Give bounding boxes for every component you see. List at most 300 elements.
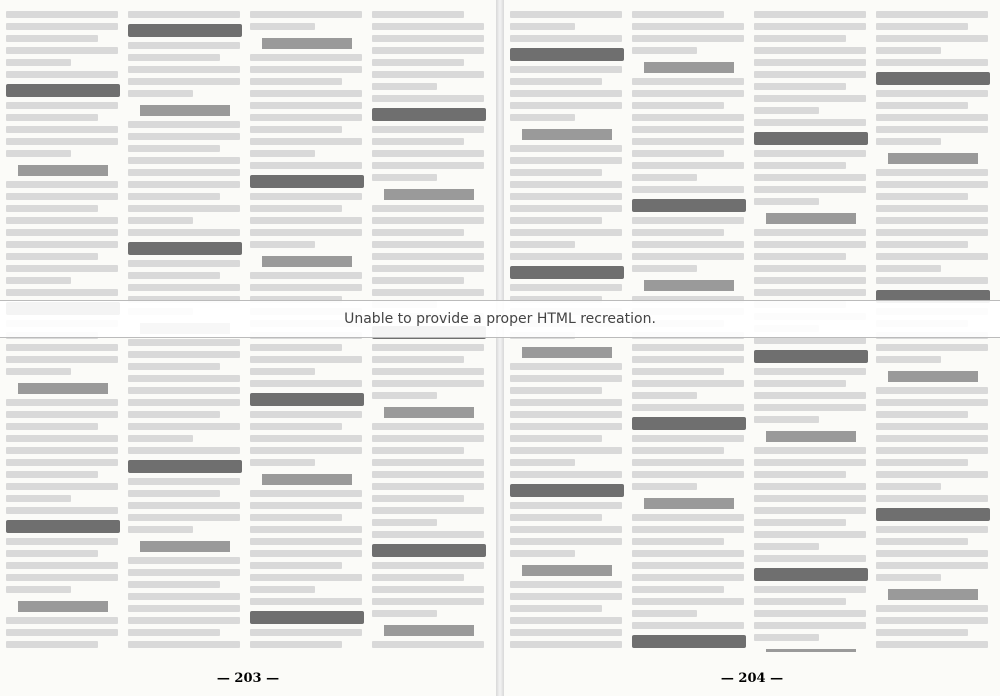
placeholder-line [876,508,990,521]
placeholder-line [128,490,220,497]
placeholder-line [510,11,622,18]
placeholder-line [6,483,118,490]
placeholder-line [372,126,484,133]
placeholder-line [876,356,941,363]
placeholder-line [754,483,866,490]
placeholder-line [632,447,724,454]
placeholder-line [6,277,71,284]
placeholder-line [250,66,362,73]
placeholder-line [128,581,220,588]
placeholder-line [372,35,484,42]
placeholder-line [876,59,988,66]
placeholder-line [128,411,220,418]
placeholder-line [510,181,622,188]
placeholder-line [372,435,484,442]
placeholder-line [6,423,98,430]
placeholder-line [372,108,486,121]
placeholder-line [632,138,744,145]
placeholder-line [754,47,866,54]
placeholder-line [876,253,988,260]
placeholder-line [510,502,622,509]
placeholder-line [128,447,240,454]
placeholder-line [128,284,240,291]
placeholder-line [632,150,724,157]
placeholder-line [250,102,362,109]
placeholder-line [510,538,622,545]
placeholder-line [632,404,744,411]
placeholder-line [632,265,697,272]
placeholder-line [754,568,868,581]
placeholder-line [128,387,240,394]
placeholder-line [632,417,746,430]
placeholder-line [372,574,464,581]
placeholder-line [128,363,220,370]
placeholder-line [128,272,220,279]
placeholder-line [632,538,724,545]
placeholder-line [6,435,118,442]
placeholder-line [372,356,464,363]
placeholder-line [888,153,978,164]
placeholder-line [250,538,362,545]
placeholder-line [128,217,193,224]
placeholder-line [372,544,486,557]
placeholder-line [128,478,240,485]
placeholder-line [384,407,474,418]
placeholder-line [250,284,362,291]
placeholder-line [754,447,866,454]
placeholder-line [250,356,362,363]
placeholder-line [754,198,819,205]
placeholder-line [632,550,744,557]
placeholder-line [6,562,118,569]
placeholder-line [510,411,622,418]
placeholder-line [250,502,362,509]
placeholder-line [372,459,484,466]
placeholder-line [372,471,484,478]
placeholder-line [510,471,622,478]
placeholder-line [632,526,744,533]
placeholder-line [754,289,866,296]
placeholder-line [632,174,697,181]
placeholder-line [754,622,866,629]
placeholder-line [754,368,866,375]
placeholder-line [754,404,866,411]
placeholder-line [510,617,622,624]
placeholder-line [6,356,118,363]
placeholder-line [250,272,362,279]
placeholder-line [128,11,240,18]
placeholder-line [372,277,464,284]
placeholder-line [632,253,744,260]
placeholder-line [510,641,622,648]
placeholder-line [372,95,484,102]
placeholder-line [754,507,866,514]
placeholder-line [6,47,118,54]
placeholder-line [876,193,968,200]
placeholder-line [6,459,118,466]
placeholder-line [6,205,98,212]
placeholder-line [876,435,988,442]
placeholder-line [510,217,602,224]
placeholder-line [6,520,120,533]
placeholder-line [128,514,240,521]
placeholder-line [250,562,342,569]
placeholder-line [510,526,622,533]
placeholder-line [644,280,734,291]
placeholder-line [250,54,362,61]
placeholder-line [644,62,734,73]
placeholder-line [6,114,98,121]
placeholder-line [876,495,988,502]
placeholder-line [250,380,362,387]
placeholder-line [128,435,193,442]
placeholder-line [632,126,744,133]
placeholder-line [6,411,118,418]
placeholder-line [632,471,744,478]
placeholder-line [6,447,118,454]
placeholder-line [250,150,315,157]
placeholder-line [6,471,98,478]
placeholder-line [876,47,941,54]
placeholder-line [250,344,342,351]
placeholder-line [250,138,362,145]
placeholder-line [6,617,118,624]
placeholder-line [510,241,575,248]
placeholder-line [6,399,118,406]
placeholder-line [510,593,622,600]
placeholder-line [766,213,856,224]
placeholder-line [250,241,315,248]
placeholder-line [522,565,612,576]
placeholder-line [6,265,118,272]
placeholder-line [632,102,724,109]
placeholder-line [754,610,866,617]
placeholder-line [510,514,602,521]
placeholder-line [876,11,988,18]
placeholder-line [372,562,484,569]
placeholder-line [510,484,624,497]
placeholder-line [510,23,575,30]
placeholder-line [876,169,988,176]
placeholder-line [250,368,315,375]
placeholder-line [876,399,988,406]
placeholder-line [250,550,362,557]
placeholder-line [632,380,744,387]
placeholder-line [754,83,846,90]
placeholder-line [632,217,744,224]
placeholder-line [372,138,464,145]
placeholder-line [128,460,242,473]
placeholder-line [876,265,941,272]
placeholder-line [510,581,622,588]
placeholder-line [6,586,71,593]
placeholder-line [6,507,118,514]
placeholder-line [754,555,866,562]
placeholder-line [632,635,746,648]
placeholder-line [510,629,622,636]
placeholder-line [888,371,978,382]
placeholder-line [6,23,118,30]
placeholder-line [6,102,118,109]
placeholder-line [632,610,697,617]
placeholder-line [128,193,220,200]
placeholder-line [510,399,622,406]
placeholder-line [754,59,866,66]
placeholder-line [510,145,622,152]
placeholder-line [754,598,846,605]
placeholder-line [250,23,315,30]
placeholder-line [18,165,108,176]
placeholder-line [876,229,988,236]
placeholder-line [510,157,622,164]
placeholder-line [876,126,988,133]
placeholder-line [632,47,697,54]
placeholder-line [6,495,71,502]
placeholder-line [766,431,856,442]
placeholder-line [250,393,364,406]
placeholder-line [510,78,602,85]
placeholder-line [754,265,866,272]
placeholder-line [128,641,240,648]
placeholder-line [372,531,484,538]
placeholder-line [876,574,941,581]
placeholder-line [632,368,724,375]
placeholder-line [250,114,362,121]
placeholder-line [632,162,744,169]
placeholder-line [632,483,697,490]
right-page [504,0,1000,696]
placeholder-line [876,447,988,454]
placeholder-line [876,114,988,121]
placeholder-line [876,35,988,42]
placeholder-line [754,416,819,423]
placeholder-line [372,47,484,54]
placeholder-line [128,24,242,37]
placeholder-line [876,411,968,418]
placeholder-line [372,598,484,605]
placeholder-line [18,383,108,394]
placeholder-line [510,266,624,279]
placeholder-line [250,175,364,188]
placeholder-line [128,90,193,97]
placeholder-line [632,514,744,521]
placeholder-line [250,526,362,533]
placeholder-line [754,495,866,502]
placeholder-line [128,502,240,509]
placeholder-line [632,199,746,212]
placeholder-line [754,229,866,236]
placeholder-line [632,90,744,97]
placeholder-line [876,471,988,478]
placeholder-line [766,649,856,652]
placeholder-line [128,157,240,164]
placeholder-line [250,459,315,466]
placeholder-line [250,490,362,497]
placeholder-line [632,11,724,18]
placeholder-line [754,150,866,157]
placeholder-line [510,193,622,200]
placeholder-line [262,256,352,267]
placeholder-line [754,186,866,193]
placeholder-line [754,277,866,284]
placeholder-line [6,550,98,557]
placeholder-line [250,411,362,418]
placeholder-line [250,229,362,236]
placeholder-line [372,483,484,490]
placeholder-line [6,138,118,145]
placeholder-line [510,169,602,176]
placeholder-line [18,601,108,612]
placeholder-line [128,54,220,61]
placeholder-line [128,169,240,176]
placeholder-line [128,399,240,406]
placeholder-line [510,205,622,212]
placeholder-line [510,459,575,466]
placeholder-line [128,605,240,612]
placeholder-line [250,611,364,624]
placeholder-line [754,132,868,145]
placeholder-line [754,241,866,248]
placeholder-line [754,23,866,30]
placeholder-line [372,217,484,224]
placeholder-line [372,641,484,648]
placeholder-line [632,562,744,569]
placeholder-line [128,145,220,152]
placeholder-line [372,586,484,593]
placeholder-line [754,11,866,18]
placeholder-line [372,519,437,526]
placeholder-line [262,38,352,49]
placeholder-line [6,84,120,97]
placeholder-line [876,562,988,569]
placeholder-line [250,423,342,430]
placeholder-line [372,253,484,260]
placeholder-line [250,598,362,605]
placeholder-line [250,574,362,581]
placeholder-line [876,181,988,188]
placeholder-line [372,71,484,78]
placeholder-line [644,498,734,509]
placeholder-line [754,95,866,102]
placeholder-line [128,66,240,73]
placeholder-line [262,474,352,485]
placeholder-line [6,193,118,200]
placeholder-line [876,387,988,394]
placeholder-line [510,363,622,370]
placeholder-line [754,634,819,641]
placeholder-line [128,133,240,140]
placeholder-line [128,260,240,267]
placeholder-line [250,641,342,648]
placeholder-line [6,71,118,78]
book-gutter [496,0,504,696]
placeholder-line [876,138,941,145]
placeholder-line [128,242,242,255]
placeholder-line [6,35,98,42]
placeholder-line [6,641,98,648]
placeholder-line [6,181,118,188]
placeholder-line [6,538,118,545]
placeholder-line [876,629,968,636]
placeholder-line [876,605,988,612]
placeholder-line [510,114,575,121]
placeholder-line [876,641,988,648]
placeholder-line [384,189,474,200]
placeholder-line [6,229,118,236]
placeholder-line [876,72,990,85]
placeholder-line [754,459,866,466]
placeholder-line [140,105,230,116]
placeholder-line [250,217,362,224]
placeholder-line [632,598,744,605]
placeholder-line [250,586,315,593]
placeholder-line [522,347,612,358]
placeholder-line [632,574,744,581]
placeholder-line [632,229,724,236]
placeholder-line [250,514,342,521]
placeholder-line [128,557,240,564]
placeholder-line [6,241,118,248]
placeholder-line [876,617,988,624]
placeholder-line [754,174,866,181]
placeholder-line [128,629,220,636]
placeholder-line [6,253,98,260]
placeholder-line [128,42,240,49]
placeholder-line [522,129,612,140]
placeholder-line [250,126,342,133]
placeholder-line [6,126,118,133]
placeholder-line [128,569,240,576]
placeholder-line [372,380,484,387]
placeholder-line [510,253,622,260]
placeholder-line [372,150,484,157]
placeholder-line [372,610,437,617]
placeholder-line [128,593,240,600]
placeholder-line [372,162,484,169]
placeholder-line [372,23,484,30]
placeholder-line [510,605,602,612]
placeholder-line [250,11,362,18]
placeholder-line [632,356,744,363]
placeholder-line [876,526,988,533]
placeholder-line [6,344,118,351]
placeholder-line [372,83,437,90]
placeholder-line [876,277,988,284]
placeholder-line [510,66,622,73]
placeholder-line [250,162,362,169]
placeholder-line [876,550,988,557]
placeholder-line [876,241,968,248]
placeholder-line [510,102,622,109]
placeholder-line [632,622,744,629]
placeholder-line [888,589,978,600]
placeholder-line [510,550,575,557]
placeholder-line [510,229,622,236]
placeholder-line [128,181,240,188]
placeholder-line [128,339,240,346]
placeholder-line [372,229,464,236]
placeholder-line [632,78,744,85]
placeholder-line [510,423,622,430]
placeholder-line [140,541,230,552]
placeholder-line [876,102,968,109]
placeholder-line [128,617,240,624]
placeholder-line [372,11,464,18]
placeholder-line [754,519,846,526]
placeholder-line [6,368,71,375]
placeholder-line [754,253,846,260]
placeholder-line [6,629,118,636]
